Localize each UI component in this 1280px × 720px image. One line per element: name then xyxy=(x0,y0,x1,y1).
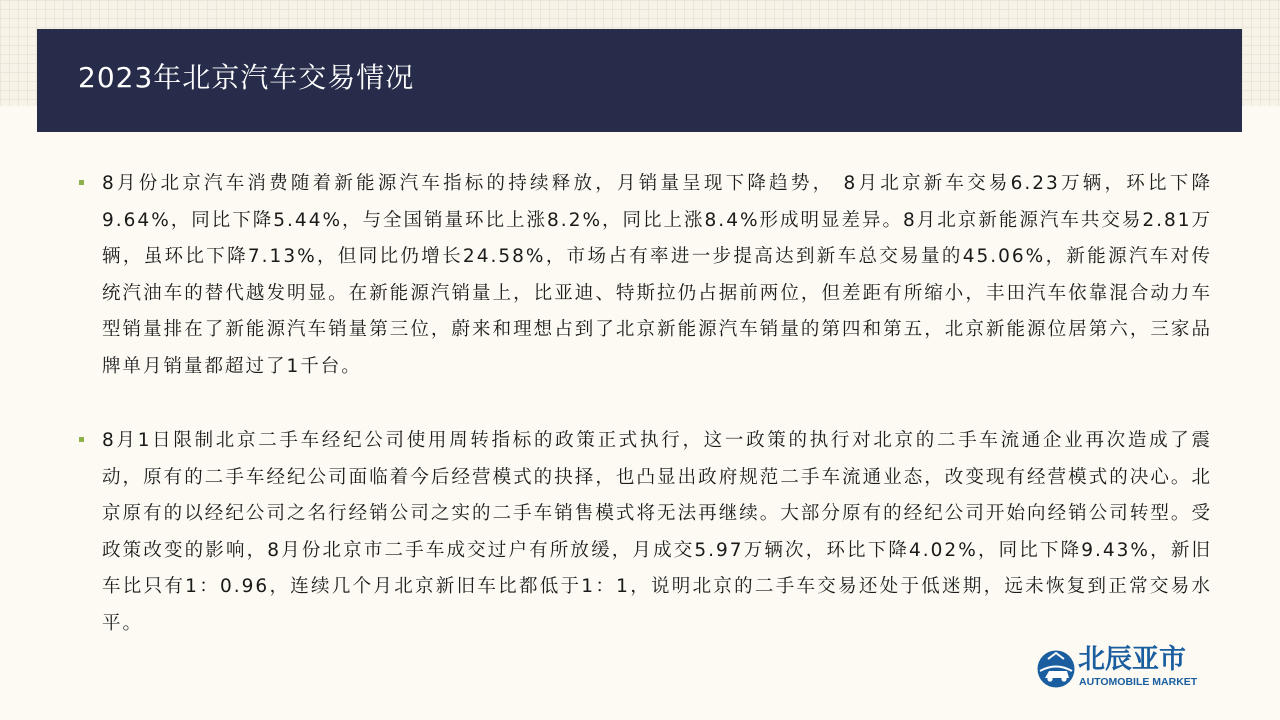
bullet-marker xyxy=(79,437,84,442)
bullet-marker xyxy=(79,180,84,185)
logo-english-name: AUTOMOBILE MARKET xyxy=(1079,676,1198,688)
paragraph-new-car-sales: 8月份北京汽车消费随着新能源汽车指标的持续释放，月销量呈现下降趋势， 8月北京新车交易6.23万辆，环比下降9.64%，同比下降5.44%，与全国销量环比上涨8.2%，同比上涨8.4%形成明显差异。8月北京新能源汽车共交易2.81万辆，虽环比下降7.13%，但同比仍增长24.58%，市场占有率进一步提高达到新车总交易量的45.06%，新能源汽车对传统汽油车的替代越发明显。在新能源汽销量上，比亚迪、特斯拉仍占据前两位，但差距有所缩小，丰田汽车依靠混合动力车型销量排在了新能源汽车销量第三位，蔚来和理想占到了北京新能源汽车销量的第四和第五，北京新能源位居第六，三家品牌单月销量都超过了1千台。 xyxy=(102,173,1213,377)
logo-chinese-name: 北辰亚市 xyxy=(1078,644,1186,675)
paragraph-used-car-sales: 8月1日限制北京二手车经纪公司使用周转指标的政策正式执行，这一政策的执行对北京的二手车流通企业再次造成了震动，原有的二手车经纪公司面临着今后经营模式的抉择，也凸显出政府规范二手车流通业态，改变现有经营模式的决心。北京原有的以经纪公司之名行经销公司之实的二手车销售模式将无法再继续。大部分原有的经纪公司开始向经销公司转型。受政策改变的影响，8月份北京市二手车成交过户有所放缓，月成交5.97万辆次，环比下降4.02%，同比下降9.43%，新旧车比只有1：0.96，连续几个月北京新旧车比都低于1：1，说明北京的二手车交易还处于低迷期，远未恢复到正常交易水平。 xyxy=(102,430,1212,634)
page-title: 2023年北京汽车交易情况 xyxy=(78,61,415,94)
globe-car-icon xyxy=(1036,649,1076,689)
brand-logo xyxy=(1036,646,1236,692)
